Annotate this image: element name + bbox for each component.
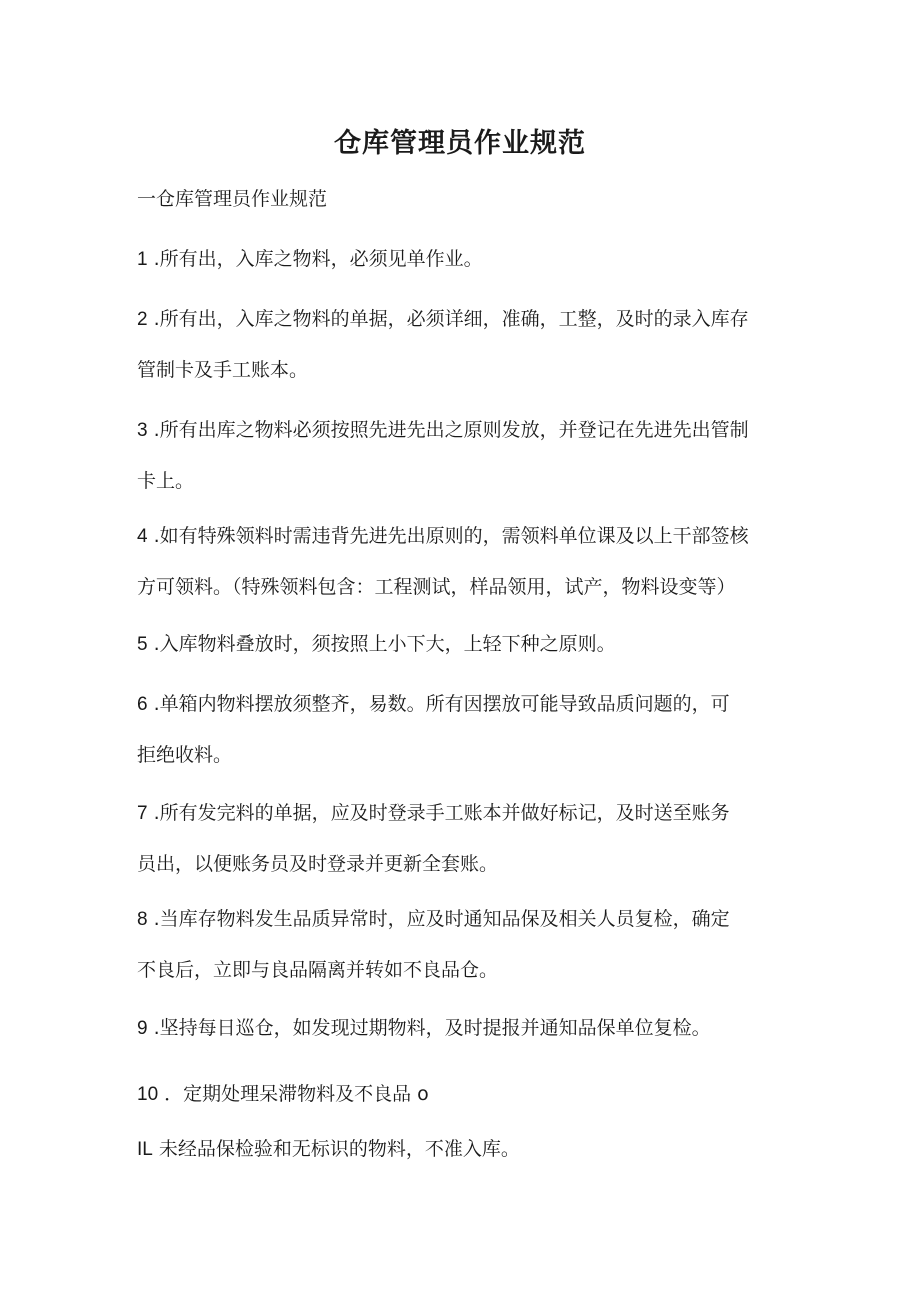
rule-item-5 — [137, 619, 797, 670]
rule-number: 10 — [137, 1084, 159, 1105]
rule-line-continued: 方可领料。（特殊领料包含：工程测试，样品领用，试产，物料设变等） — [137, 576, 736, 598]
rule-line: 7 .所有发完料的单据，应及时登录手工账本并做好标记，及时送至账务 — [137, 788, 797, 839]
rule-line: 2 .所有出，入库之物料的单据，必须详细，准确，工整，及时的录入库存 — [137, 294, 797, 345]
rule-line-continued: 员出，以便账务员及时登录并更新全套账。 — [137, 853, 499, 875]
rule-item-8 — [137, 894, 797, 996]
rule-line: 8 .当库存物料发生品质异常时，应及时通知品保及相关人员复检，确定 — [137, 894, 797, 945]
rule-line: 4 .如有特殊领料时需违背先进先出原则的，需领料单位课及以上干部签核 — [137, 511, 797, 562]
section-heading: 一仓库管理员作业规范 — [137, 188, 328, 210]
rule-item-11 — [137, 1124, 797, 1175]
rule-line: 10 ．定期处理呆滞物料及不良品 o — [137, 1069, 797, 1120]
rule-number: 9 — [137, 1018, 148, 1039]
rule-line-continued: 拒绝收料。 — [137, 744, 233, 766]
rule-line: 3 .所有出库之物料必须按照先进先出之原则发放，并登记在先进先出管制 — [137, 405, 797, 456]
rule-number: IL — [137, 1139, 153, 1160]
rule-item-7 — [137, 788, 797, 890]
rule-number: 5 — [137, 634, 148, 655]
rule-line: 6 .单箱内物料摆放须整齐，易数。所有因摆放可能导致品质问题的，可 — [137, 679, 797, 730]
rule-number: 2 — [137, 309, 148, 330]
rule-item-9 — [137, 1003, 797, 1054]
rule-number: 1 — [137, 249, 148, 270]
rule-item-10 — [137, 1069, 797, 1120]
document-title: 仓库管理员作业规范 — [334, 128, 586, 159]
rule-number: 6 — [137, 694, 148, 715]
rule-line: 1 .所有出，入库之物料，必须见单作业。 — [137, 234, 797, 285]
rule-line: IL 未经品保检验和无标识的物料，不准入库。 — [137, 1124, 797, 1175]
rule-item-1 — [137, 234, 797, 285]
rule-line-continued: 不良后，立即与良品隔离并转如不良品仓。 — [137, 959, 499, 981]
rule-item-3 — [137, 405, 797, 507]
rule-item-2 — [137, 294, 797, 396]
rule-line: 5 .入库物料叠放时，须按照上小下大，上轻下种之原则。 — [137, 619, 797, 670]
rule-number: 7 — [137, 803, 148, 824]
rule-item-6 — [137, 679, 797, 781]
rule-line-continued: 管制卡及手工账本。 — [137, 359, 309, 381]
rule-number: 3 — [137, 420, 148, 441]
rule-item-4 — [137, 511, 797, 613]
rule-number: 8 — [137, 909, 148, 930]
rule-line: 9 .坚持每日巡仓，如发现过期物料，及时提报并通知品保单位复检。 — [137, 1003, 797, 1054]
rule-line-continued: 卡上。 — [137, 470, 195, 492]
rule-number: 4 — [137, 526, 148, 547]
